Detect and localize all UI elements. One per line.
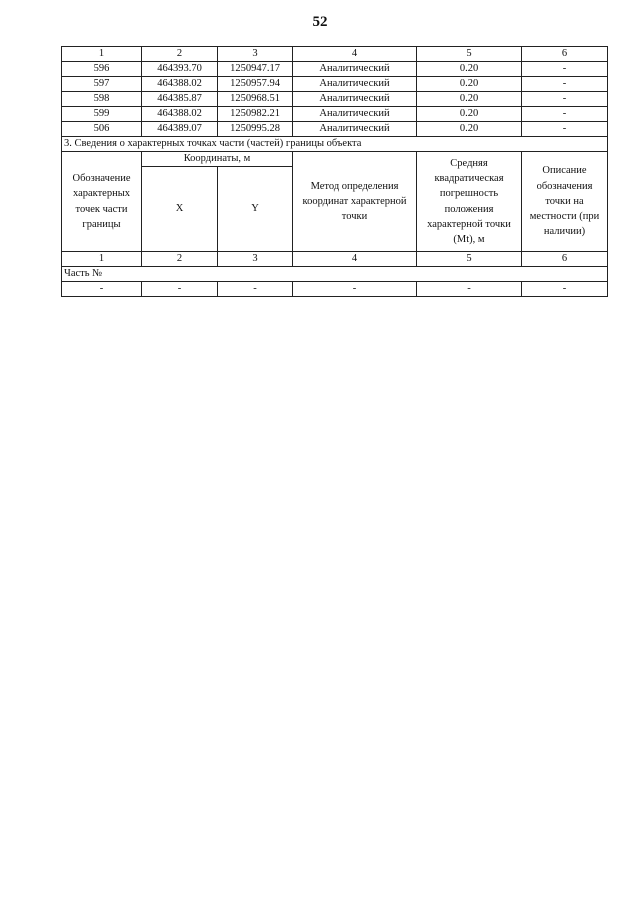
empty-cell: - [62,282,142,297]
boundary-points-table [61,46,608,297]
section-title: 3. Сведения о характерных точках части (частей) границы объекта [62,137,608,152]
accuracy: 0.20 [417,92,522,107]
header-accuracy: Средняя квадратическая погрешность положения характерной точки (Mt), м [417,152,522,252]
column-number: 1 [62,47,142,62]
coord-y: 1250947.17 [218,62,293,77]
part-label-row [62,267,608,282]
table-row [62,282,608,297]
empty-cell: - [522,282,608,297]
description: - [522,122,608,137]
column-number: 2 [142,47,218,62]
section-header-row [62,152,608,167]
method: Аналитический [293,62,417,77]
coord-x: 464389.07 [142,122,218,137]
accuracy: 0.20 [417,77,522,92]
column-number: 3 [218,252,293,267]
coord-x: 464393.70 [142,62,218,77]
table-row [62,107,608,122]
accuracy: 0.20 [417,62,522,77]
empty-cell: - [218,282,293,297]
header-coords: Координаты, м [142,152,293,167]
method: Аналитический [293,122,417,137]
header-y: Y [218,167,293,252]
header-description: Описание обозначения точки на местности (при наличии) [522,152,608,252]
coord-y: 1250982.21 [218,107,293,122]
table-row [62,62,608,77]
point-id: 597 [62,77,142,92]
method: Аналитический [293,107,417,122]
method: Аналитический [293,92,417,107]
table-row [62,92,608,107]
column-number-row [62,47,608,62]
accuracy: 0.20 [417,122,522,137]
description: - [522,92,608,107]
column-number: 2 [142,252,218,267]
coord-x: 464388.02 [142,107,218,122]
empty-cell: - [417,282,522,297]
column-number: 1 [62,252,142,267]
accuracy: 0.20 [417,107,522,122]
header-point: Обозначение характерных точек части границы [62,152,142,252]
coord-x: 464385.87 [142,92,218,107]
table-row [62,77,608,92]
section-number-row [62,252,608,267]
column-number: 6 [522,47,608,62]
column-number: 4 [293,252,417,267]
description: - [522,62,608,77]
point-id: 596 [62,62,142,77]
description: - [522,107,608,122]
point-id: 506 [62,122,142,137]
header-x: X [142,167,218,252]
point-id: 599 [62,107,142,122]
coord-y: 1250957.94 [218,77,293,92]
method: Аналитический [293,77,417,92]
coord-y: 1250968.51 [218,92,293,107]
column-number: 5 [417,252,522,267]
column-number: 4 [293,47,417,62]
part-label: Часть № [62,267,608,282]
empty-cell: - [293,282,417,297]
coord-y: 1250995.28 [218,122,293,137]
column-number: 6 [522,252,608,267]
point-id: 598 [62,92,142,107]
table-row [62,122,608,137]
section-title-row [62,137,608,152]
column-number: 5 [417,47,522,62]
coord-x: 464388.02 [142,77,218,92]
header-method: Метод определения координат характерной точки [293,152,417,252]
description: - [522,77,608,92]
empty-cell: - [142,282,218,297]
page-number: 52 [312,14,328,30]
column-number: 3 [218,47,293,62]
